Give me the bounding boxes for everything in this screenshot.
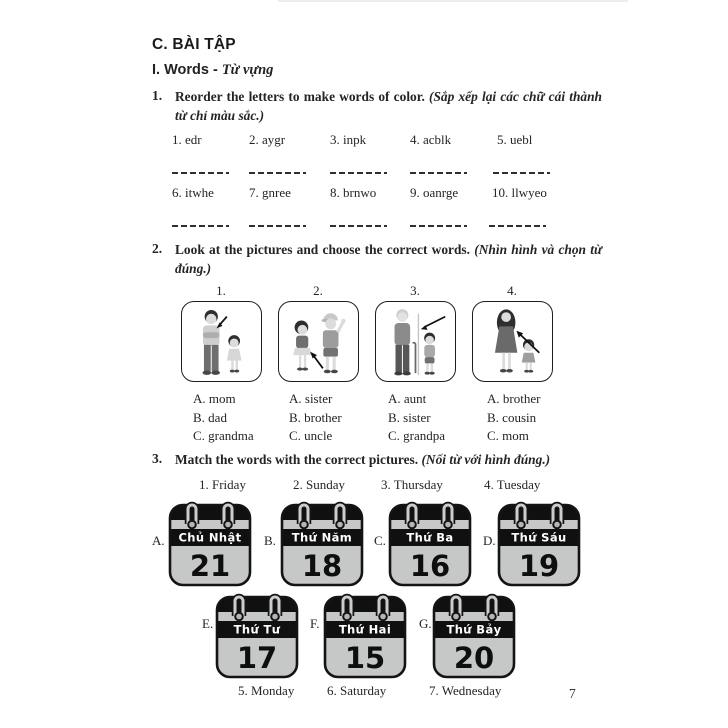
answer-blank-6 <box>172 225 229 227</box>
page-top-edge <box>278 0 628 2</box>
calendar-a-letter: A. <box>152 533 165 548</box>
calendar-day-name: Thứ Năm <box>291 530 353 545</box>
day-word-thursday: 3. Thursday <box>381 477 443 492</box>
scrambled-word-6: 6. itwhe <box>172 185 214 200</box>
exercise1-title-vi: (Sắp xếp lại các chữ cái thành từ chỉ màu sắc.) <box>175 89 602 123</box>
scrambled-word-4: 4. acblk <box>410 132 452 147</box>
arrow-to-grandpa <box>421 317 445 330</box>
exercise2-title <box>175 241 602 278</box>
calendar-day-name: Thứ Sáu <box>511 530 567 545</box>
calendar-day-name: Thứ Bảy <box>446 622 502 637</box>
section-heading: C. BÀI TẬP <box>152 36 236 53</box>
father-daughter-illustration <box>182 302 260 380</box>
sister-brother-illustration <box>279 302 357 380</box>
calendar-b-letter: B. <box>264 533 276 548</box>
calendar-d-letter: D. <box>483 533 496 548</box>
calendar-icon-wednesday <box>215 588 299 680</box>
scrambled-word-10: 10. llwyeo <box>492 185 547 200</box>
picture-3-label: 3. <box>410 283 420 298</box>
subsection-heading <box>152 62 273 79</box>
picture-4-label: 4. <box>507 283 517 298</box>
calendar-date: 21 <box>189 549 231 583</box>
exercise3-title-en: Match the words with the correct pictures. <box>175 452 419 467</box>
calendar-date: 16 <box>409 549 451 583</box>
calendar-e-letter: E. <box>202 616 214 631</box>
picture-1-options <box>193 390 254 446</box>
picture-3-options <box>388 390 445 446</box>
picture-2-label: 2. <box>313 283 323 298</box>
exercise2-title-vi: (Nhìn hình và chọn từ đúng.) <box>175 242 602 276</box>
arrow-to-dad <box>217 317 227 329</box>
option: B. dad <box>193 409 227 425</box>
calendar-icon-tuesday <box>388 496 472 588</box>
option: B. sister <box>388 409 431 425</box>
option: C. uncle <box>289 428 333 443</box>
calendar-day-name: Thứ Hai <box>338 622 392 637</box>
calendar-icon-thursday <box>280 496 364 588</box>
exercise3-title <box>175 451 602 470</box>
day-word-monday: 5. Monday <box>238 683 295 698</box>
exercise1-title <box>175 88 602 125</box>
option: A. aunt <box>388 391 427 406</box>
option: A. brother <box>487 391 541 406</box>
day-word-wednesday: 7. Wednesday <box>429 683 502 698</box>
calendar-icon-sunday <box>168 496 252 588</box>
calendar-date: 19 <box>518 549 560 583</box>
arrow-to-sister <box>310 352 323 369</box>
day-word-tuesday: 4. Tuesday <box>484 477 541 492</box>
answer-blank-5 <box>493 172 550 174</box>
calendar-day-name: Chủ Nhật <box>178 530 242 545</box>
calendar-date: 15 <box>344 641 386 675</box>
scrambled-word-5: 5. uebl <box>497 132 533 147</box>
calendar-date: 20 <box>453 641 495 675</box>
option: A. sister <box>289 391 333 406</box>
option: C. mom <box>487 428 529 443</box>
calendar-c-letter: C. <box>374 533 386 548</box>
exercise2-number: 2. <box>152 241 163 256</box>
answer-blank-9 <box>410 225 467 227</box>
day-word-sunday: 2. Sunday <box>293 477 345 492</box>
subsection-vietnamese: Từ vựng <box>221 62 274 78</box>
answer-blank-10 <box>489 225 546 227</box>
exercise3-number: 3. <box>152 451 163 466</box>
exercise1-title-en: Reorder the letters to make words of color. <box>175 89 425 104</box>
calendar-icon-monday <box>323 588 407 680</box>
scrambled-word-3: 3. inpk <box>330 132 367 147</box>
answer-blank-2 <box>249 172 306 174</box>
calendar-date: 17 <box>236 641 278 675</box>
picture-2-options <box>289 390 342 446</box>
answer-blank-4 <box>410 172 467 174</box>
exercise2-picture-4 <box>472 301 553 382</box>
calendar-day-name: Thứ Tư <box>233 622 281 637</box>
calendar-g-letter: G. <box>419 616 432 631</box>
picture-4-options <box>487 390 540 446</box>
exercise3-title-vi: (Nối từ với hình đúng.) <box>421 452 551 467</box>
exercise2-picture-1 <box>181 301 262 382</box>
answer-blank-1 <box>172 172 229 174</box>
scrambled-word-8: 8. brnwo <box>330 185 377 200</box>
grandpa-grandson-illustration <box>376 302 454 380</box>
calendar-icon-friday <box>497 496 581 588</box>
exercise2-picture-3 <box>375 301 456 382</box>
day-word-friday: 1. Friday <box>199 477 246 492</box>
mother-daughter-illustration <box>473 302 551 380</box>
answer-blank-3 <box>330 172 387 174</box>
subsection-label: I. Words - <box>152 62 218 78</box>
scrambled-word-2: 2. aygr <box>249 132 286 147</box>
option: B. cousin <box>487 409 537 425</box>
option: C. grandpa <box>388 428 446 443</box>
page-number: 7 <box>569 686 576 701</box>
option: C. grandma <box>193 428 254 443</box>
scrambled-word-7: 7. gnree <box>249 185 291 200</box>
exercise2-picture-2 <box>278 301 359 382</box>
scrambled-word-9: 9. oanrge <box>410 185 459 200</box>
option: B. brother <box>289 409 342 425</box>
answer-blank-7 <box>249 225 306 227</box>
day-word-saturday: 6. Saturday <box>327 683 387 698</box>
scrambled-word-1: 1. edr <box>172 132 202 147</box>
calendar-icon-saturday <box>432 588 516 680</box>
calendar-f-letter: F. <box>310 616 320 631</box>
option: A. mom <box>193 391 236 406</box>
picture-1-label: 1. <box>216 283 226 298</box>
calendar-date: 18 <box>301 549 343 583</box>
answer-blank-8 <box>330 225 387 227</box>
calendar-day-name: Thứ Ba <box>406 530 454 545</box>
exercise1-number: 1. <box>152 88 163 103</box>
exercise2-title-en: Look at the pictures and choose the correct words. <box>175 242 470 257</box>
